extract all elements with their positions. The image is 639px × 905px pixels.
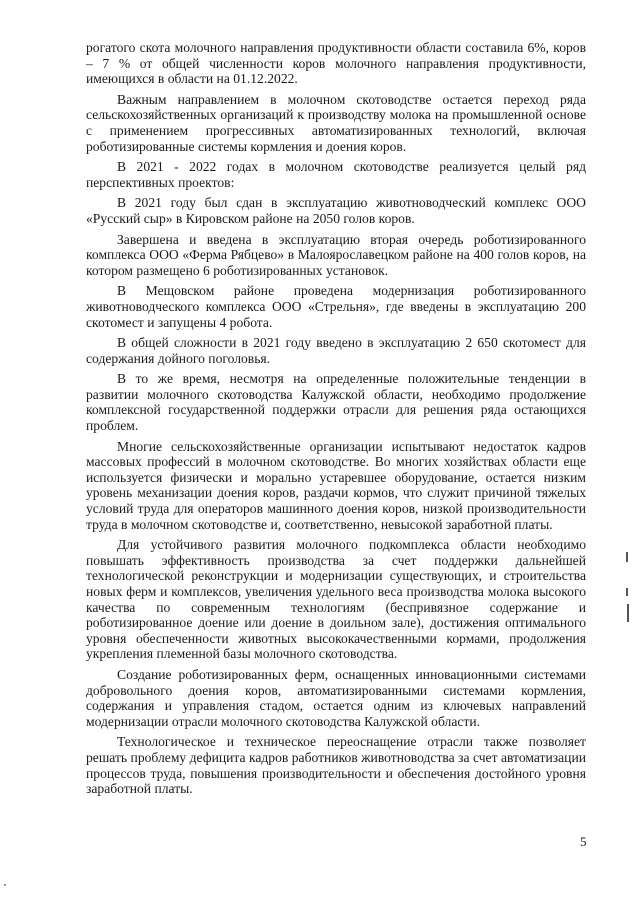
page-number: 5: [580, 834, 587, 849]
paragraph: В то же время, несмотря на определенные положительные тенденции в развитии молочного скотоводства Калужской области, необходимо продолжение комплексной государственной поддержки отрасли для решения ряда остающихся проблем.: [86, 371, 586, 434]
scan-artifact: [626, 552, 628, 562]
scan-artifact: [4, 884, 6, 886]
paragraph: Технологическое и техническое переоснащение отрасли также позволяет решать проблему дефицита кадров работников животноводства за счет автоматизации процессов труда, повышения производительности и обеспечения достойного уровня заработной платы.: [86, 734, 586, 797]
paragraph: В 2021 - 2022 годах в молочном скотоводстве реализуется целый ряд перспективных проектов:: [86, 159, 586, 190]
paragraph: Для устойчивого развития молочного подкомплекса области необходимо повышать эффективность производства за счет поддержки дальнейшей технологической реконструкции и модернизации существующих, и строительства новых ферм и комплексов, увеличения удельного веса производства молока высокого качества по современным технологиям (беспривязное содержание и роботизированное доение или доение в доильном зале), достижения оптимального уровня обеспеченности животных высококачественными кормами, продолжения укрепления племенной базы молочного скотоводства.: [86, 537, 586, 662]
paragraph: Создание роботизированных ферм, оснащенных инновационными системами добровольного доения коров, автоматизированными системами кормления, содержания и управления стадом, остается одним из ключевых направлений модернизации отрасли молочного скотоводства Калужской области.: [86, 666, 586, 729]
scan-artifact: [626, 588, 628, 596]
paragraph: В 2021 году был сдан в эксплуатацию животноводческий комплекс ООО «Русский сыр» в Кировском районе на 2050 голов коров.: [86, 195, 586, 226]
body-text: [86, 40, 586, 802]
scan-artifact: [627, 604, 629, 622]
paragraph: В общей сложности в 2021 году введено в эксплуатацию 2 650 скотомест для содержания дойного поголовья.: [86, 335, 586, 366]
paragraph: Важным направлением в молочном скотоводстве остается переход ряда сельскохозяйственных организаций к производству молока на промышленной основе с применением прогрессивных автоматизированных технологий, включая роботизированные системы кормления и доения коров.: [86, 91, 586, 154]
paragraph: Многие сельскохозяйственные организации испытывают недостаток кадров массовых профессий в молочном скотоводстве. Во многих хозяйствах области еще используется физически и морально устаревшее оборудование, остается низким уровень механизации доения коров, раздачи кормов, что служит причиной тяжелых условий труда для операторов машинного доения коров, низкой производительности труда в молочном скотоводстве и, соответственно, невысокой заработной платы.: [86, 438, 586, 532]
paragraph: рогатого скота молочного направления продуктивности области составила 6%, коров – 7 % от общей численности коров молочного направления продуктивности, имеющихся в области на 01.12.2022.: [86, 40, 586, 87]
paragraph: В Мещовском районе проведена модернизация роботизированного животноводческого комплекса ООО «Стрельня», где введены в эксплуатацию 200 скотомест и запущены 4 робота.: [86, 283, 586, 330]
paragraph: Завершена и введена в эксплуатацию вторая очередь роботизированного комплекса ООО «Ферма Рябцево» в Малоярославецком районе на 400 голов коров, на котором размещено 6 роботизированных установок.: [86, 231, 586, 278]
